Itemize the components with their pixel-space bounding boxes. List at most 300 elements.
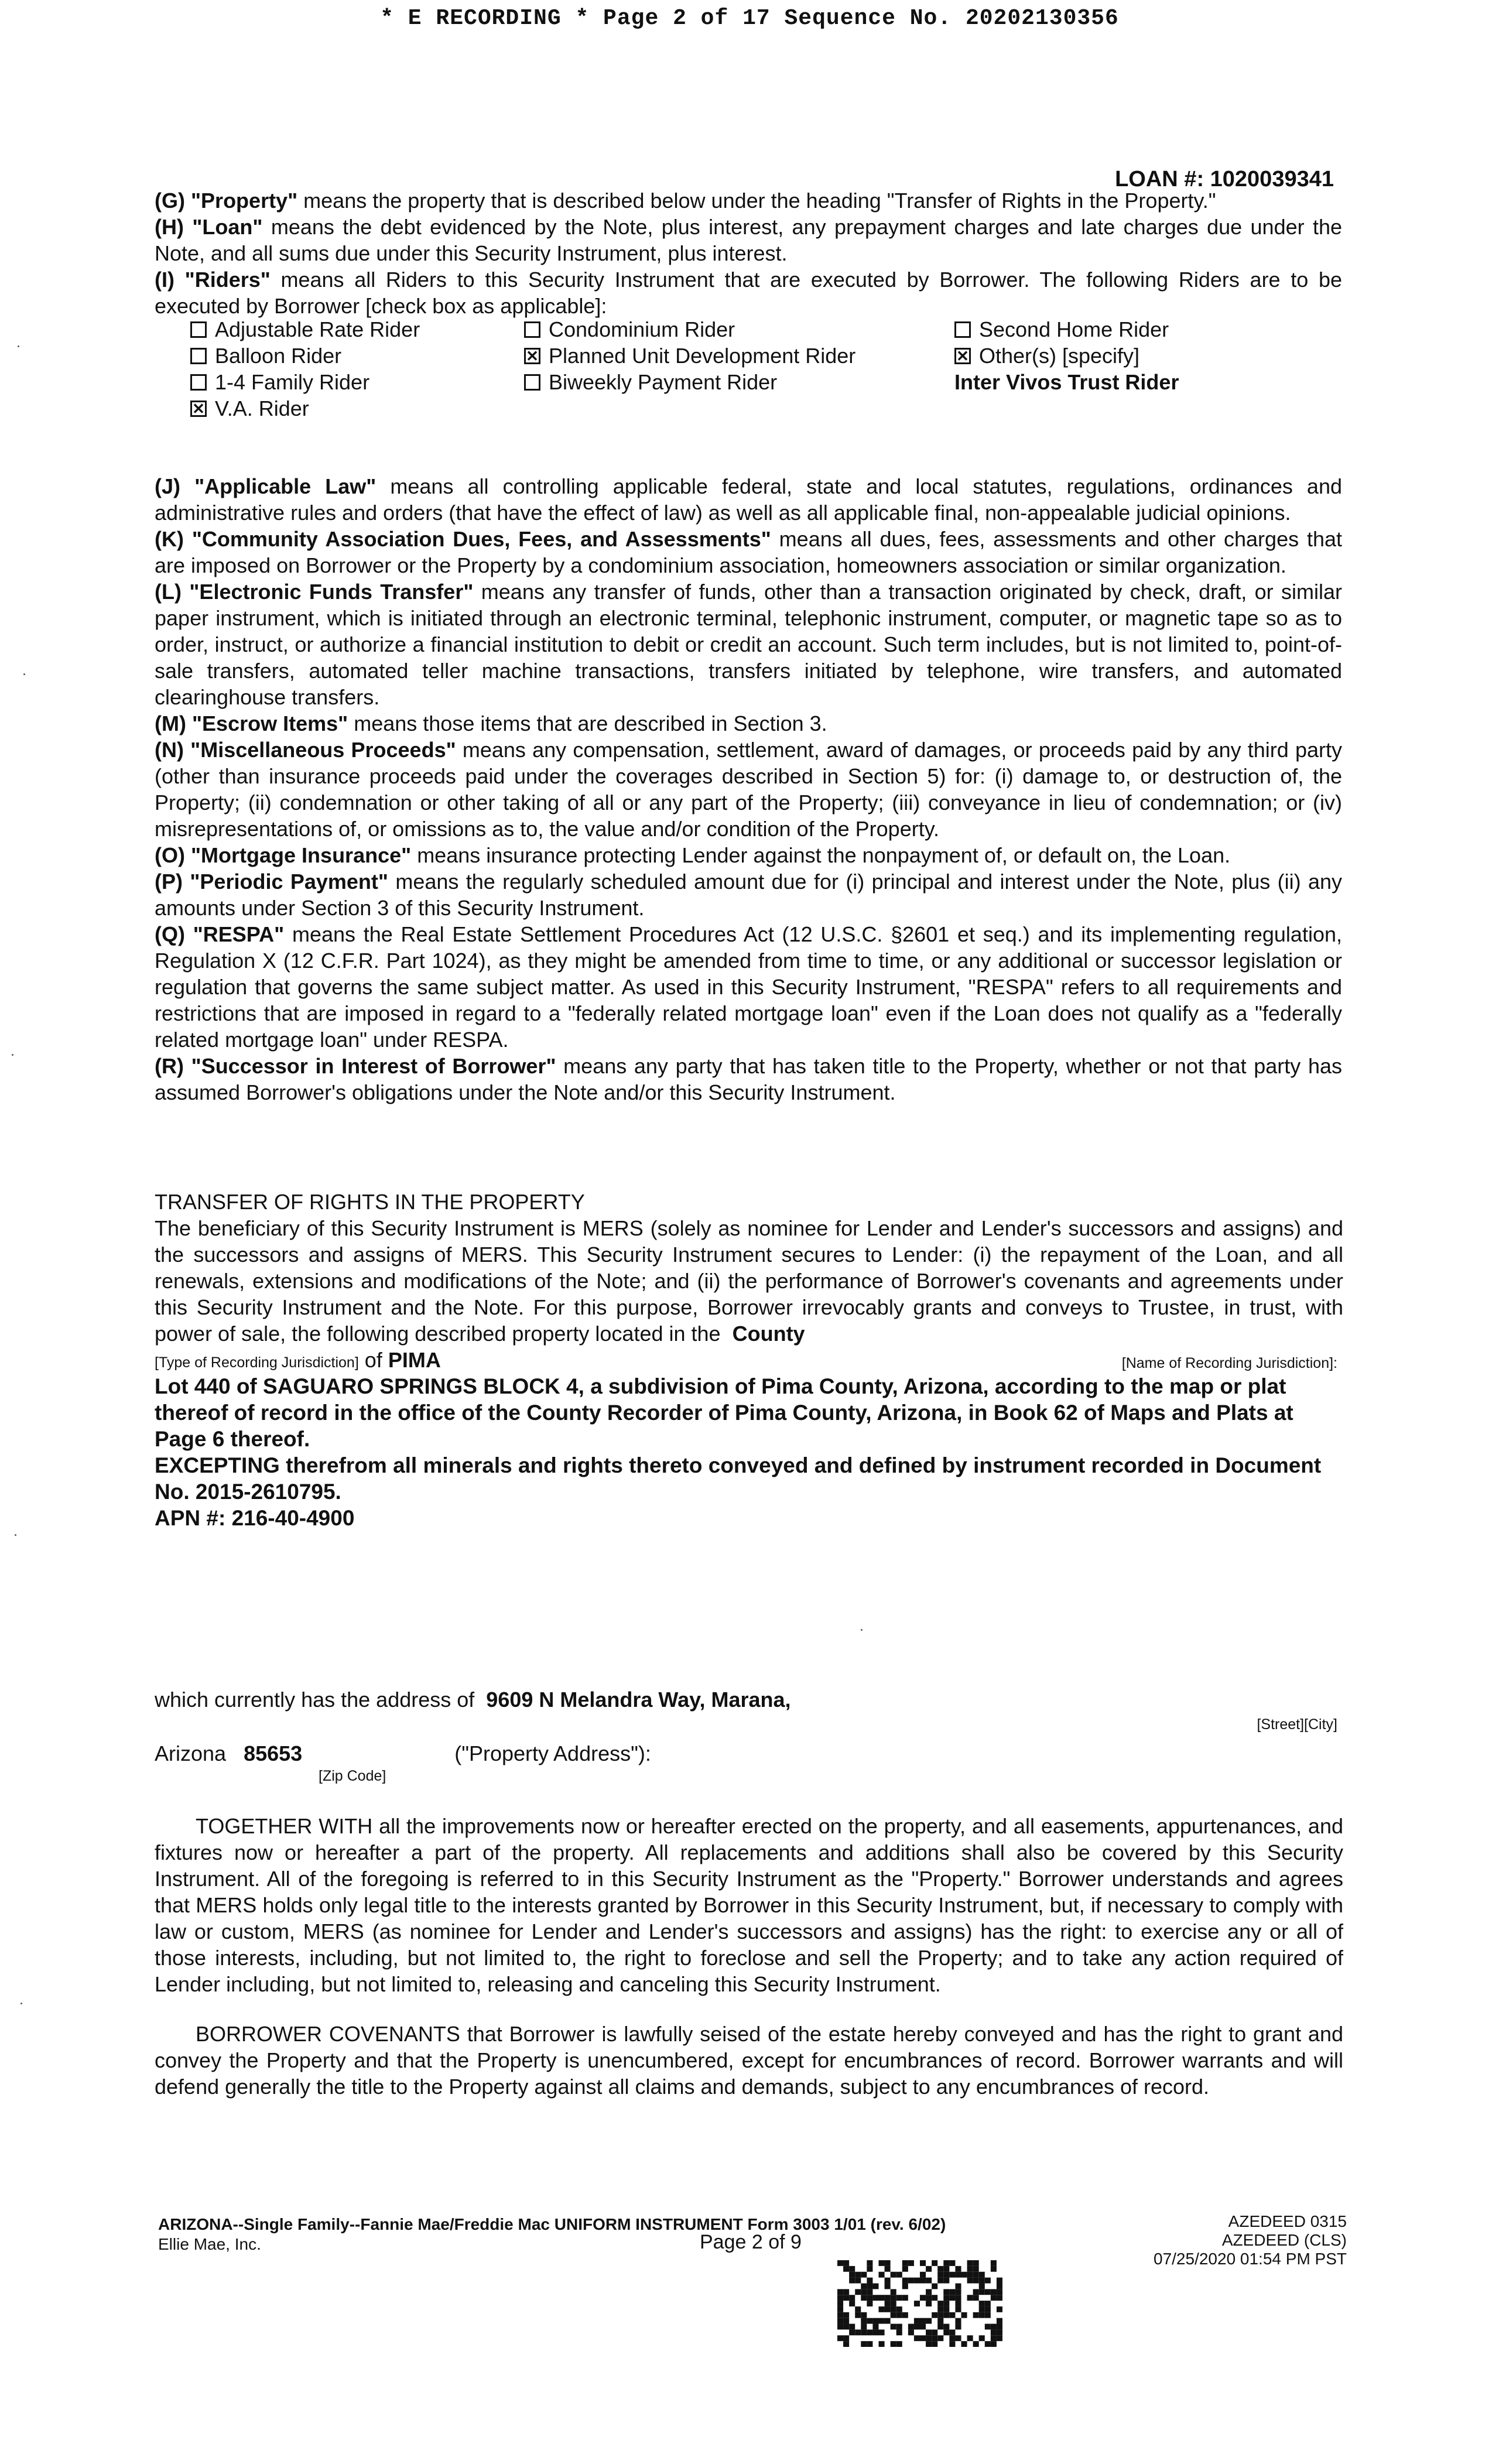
definition-text: means any transfer of funds, other than a transaction originated by check, draft, or similar paper instrument, which is initiated through an electronic terminal, telephonic instrument, computer, or magnetic tape so as to order, instruct, or authorize a financial institution to debit or credit an account. Such term includes, but is not limited to, point-of-sale transfers, automated teller machine transactions, transfers initiated by telephone, wire transfers, and automated clearinghouse transfers. [155, 580, 1343, 709]
barcode-cell [991, 2335, 997, 2341]
barcode-cell [920, 2324, 926, 2330]
barcode-cell [926, 2295, 932, 2301]
address-lead: which currently has the address of [155, 1688, 475, 1712]
barcode-cell [891, 2295, 896, 2301]
barcode-cell [926, 2301, 932, 2306]
print-timestamp: 07/25/2020 01:54 PM PST [1154, 2250, 1347, 2268]
barcode-cell [891, 2289, 896, 2295]
barcode-cell [843, 2295, 849, 2301]
barcode-cell [861, 2283, 867, 2289]
barcode-cell [979, 2301, 985, 2306]
rider-second-home [954, 316, 1179, 343]
rider-balloon [190, 343, 420, 369]
address-section [155, 1686, 1343, 1789]
jurisdiction-line [155, 1347, 1343, 1373]
barcode-cell [837, 2312, 843, 2318]
barcode-cell [902, 2295, 908, 2301]
barcode-cell [843, 2260, 849, 2266]
barcode-cell [985, 2278, 991, 2284]
definition-o [155, 842, 1342, 868]
barcode-cell [885, 2260, 891, 2266]
barcode-cell [879, 2295, 885, 2301]
street-city: 9609 N Melandra Way, Marana, [486, 1688, 791, 1712]
barcode-cell [932, 2295, 937, 2301]
barcode-cell [837, 2295, 843, 2301]
barcode-cell [949, 2335, 955, 2341]
barcode-cell [849, 2301, 855, 2306]
form-code-1: AZEDEED 0315 [1228, 2212, 1347, 2230]
barcode-cell [949, 2289, 955, 2295]
zip-code-label: [Zip Code] [319, 1768, 386, 1784]
name-of-jurisdiction-label: [Name of Recording Jurisdiction]: [1121, 1355, 1337, 1371]
barcode-cell [967, 2272, 973, 2278]
definition-text: means the property that is described below under the heading "Transfer of Rights in the Property." [297, 189, 1216, 213]
barcode-cell [955, 2272, 961, 2278]
page-number: Page 2 of 9 [700, 2231, 802, 2253]
barcode-cell [843, 2266, 849, 2272]
rider-label: 1-4 Family Rider [215, 370, 370, 394]
barcode-cell [885, 2306, 891, 2312]
barcode-cell [849, 2324, 855, 2330]
definition-term: (O) "Mortgage Insurance" [155, 843, 412, 867]
riders-column-3 [954, 316, 1179, 395]
definition-text: means the Real Estate Settlement Procedures Act (12 U.S.C. §2601 et seq.) and its implementing regulation, Regulation X (12 C.F.R. Part 1024), as they might be amended from time to time, or any additional or successor legislation or regulation that governs the same subject matter. As used in this Security Instrument, "RESPA" refers to all requirements and restrictions that are imposed in regard to a "federally related mortgage loan" even if the Loan does not qualify as a "federally related mortgage loan" under RESPA. [155, 922, 1342, 1052]
barcode-cell [937, 2335, 943, 2341]
barcode-cell [914, 2335, 920, 2341]
legal-description [155, 1373, 1343, 1531]
barcode-cell [843, 2335, 849, 2341]
barcode-cell [920, 2278, 926, 2284]
rider-1-4-family [190, 369, 420, 395]
barcode-cell [943, 2329, 949, 2335]
loan-number: LOAN #: 1020039341 [1115, 167, 1334, 191]
barcode-cell [937, 2312, 943, 2318]
barcode-cell [961, 2341, 967, 2347]
barcode-cell [943, 2324, 949, 2330]
barcode-cell [979, 2283, 985, 2289]
barcode-cell [872, 2329, 878, 2335]
checkbox[interactable] [190, 321, 207, 338]
barcode-cell [896, 2324, 902, 2330]
rider-other-specified: Inter Vivos Trust Rider [954, 370, 1179, 394]
barcode-cell [979, 2289, 985, 2295]
definition-m [155, 710, 1342, 737]
barcode-cell [879, 2272, 885, 2278]
barcode-cell [967, 2260, 973, 2266]
barcode-cell [949, 2312, 955, 2318]
barcode-cell [837, 2324, 843, 2330]
rider-biweekly [524, 369, 855, 395]
barcode-cell [932, 2335, 937, 2341]
barcode-cell [849, 2266, 855, 2272]
barcode-cell [937, 2266, 943, 2272]
barcode-cell [932, 2341, 937, 2347]
zip-code: 85653 [244, 1741, 303, 1765]
barcode-cell [896, 2341, 902, 2347]
form-identifier: ARIZONA--Single Family--Fannie Mae/Freddie Mac UNIFORM INSTRUMENT Form 3003 1/01 (rev. 6/02) [158, 2215, 946, 2233]
barcode-cell [885, 2318, 891, 2324]
barcode-cell [997, 2324, 1002, 2330]
barcode-cell [926, 2278, 932, 2284]
transfer-text: The beneficiary of this Security Instrument is MERS (solely as nominee for Lender and Lender's successors and assigns) and the successors and assigns of MERS. This Security Instrument secures to Lender: (i) the repayment of the Loan, and all renewals, extensions and modifications of the Note; and (ii) the performance of Borrower's covenants and agreements under this Security Instrument and the Note. For this purpose, Borrower irrevocably grants and conveys to Trustee, in trust, with power of sale, the following described property located in the [155, 1216, 1343, 1346]
rider-pud [524, 343, 855, 369]
barcode-cell [861, 2324, 867, 2330]
barcode-cell [861, 2341, 867, 2347]
barcode-cell [861, 2295, 867, 2301]
barcode-cell [955, 2301, 961, 2306]
barcode-cell [943, 2295, 949, 2301]
barcode-cell [991, 2341, 997, 2347]
barcode-cell [849, 2329, 855, 2335]
barcode-cell [855, 2278, 861, 2284]
barcode-cell [985, 2312, 991, 2318]
barcode-cell [937, 2301, 943, 2306]
barcode-cell [843, 2318, 849, 2324]
barcode-cell [872, 2295, 878, 2301]
barcode-cell [843, 2324, 849, 2330]
barcode-cell [973, 2312, 979, 2318]
barcode-cell [879, 2329, 885, 2335]
definitions-top [155, 187, 1342, 319]
barcode-cell [955, 2306, 961, 2312]
barcode-cell [891, 2341, 896, 2347]
barcode-cell [967, 2295, 973, 2301]
barcode-cell [920, 2260, 926, 2266]
rider-condominium [524, 316, 855, 343]
checkbox[interactable]: ✕ [954, 348, 971, 364]
rider-adjustable-rate [190, 316, 420, 343]
definition-n [155, 737, 1342, 842]
page-footer [158, 2212, 1347, 2268]
barcode-cell [955, 2266, 961, 2272]
definition-k [155, 526, 1342, 579]
barcode-cell [908, 2260, 914, 2266]
barcode-cell [843, 2289, 849, 2295]
barcode-cell [985, 2301, 991, 2306]
rider-label: Adjustable Rate Rider [215, 317, 420, 341]
scan-speck [23, 673, 25, 675]
barcode-cell [891, 2306, 896, 2312]
barcode-cell [997, 2329, 1002, 2335]
barcode-graphic [837, 2260, 1002, 2347]
definition-text: means all Riders to this Security Instrument that are executed by Borrower. The following Riders are to be executed by Borrower [check box as applicable]: [155, 268, 1342, 318]
barcode-cell [872, 2283, 878, 2289]
transfer-heading: TRANSFER OF RIGHTS IN THE PROPERTY [155, 1190, 585, 1214]
type-of-jurisdiction-label: [Type of Recording Jurisdiction] [155, 1354, 359, 1371]
definition-h [155, 214, 1342, 266]
checkbox[interactable] [524, 321, 540, 338]
barcode-cell [979, 2312, 985, 2318]
barcode-cell [932, 2329, 937, 2335]
scan-speck [18, 345, 19, 347]
barcode-cell [949, 2295, 955, 2301]
barcode-cell [991, 2266, 997, 2272]
barcode-cell [908, 2329, 914, 2335]
barcode-cell [932, 2283, 937, 2289]
definition-g [155, 187, 1342, 214]
rider-label: Biweekly Payment Rider [549, 370, 778, 394]
barcode-cell [937, 2306, 943, 2312]
barcode-cell [855, 2329, 861, 2335]
barcode-cell [943, 2301, 949, 2306]
barcode-cell [843, 2312, 849, 2318]
barcode-cell [867, 2260, 872, 2266]
definition-text: means any party that has taken title to the Property, whether or not that party has assumed Borrower's obligations under the Note and/or this Security Instrument. [155, 1054, 1342, 1104]
barcode-cell [908, 2278, 914, 2284]
definition-text: means the debt evidenced by the Note, plus interest, any prepayment charges and late charges due under the Note, and all sums due under this Security Instrument, plus interest. [155, 215, 1343, 265]
together-with-paragraph: TOGETHER WITH all the improvements now or hereafter erected on the property, and all easements, appurtenances, and fixtures now or hereafter a part of the property. All replacements and additions shall also be covered by this Security Instrument. All of the foregoing is referred to in this Security Instrument as the "Property." Borrower understands and agrees that MERS holds only legal title to the interests granted by Borrower in this Security Instrument, but, if necessary to comply with law or custom, MERS (as nominee for Lender and Lender's successors and assigns) has the right: to exercise any or all of those interests, including, but not limited to, the right to foreclose and sell the Property; and to take any action required of Lender including, but not limited to, releasing and canceling this Security Instrument. [155, 1814, 1343, 1996]
barcode-cell [985, 2324, 991, 2330]
barcode-cell [973, 2266, 979, 2272]
barcode-cell [926, 2318, 932, 2324]
rider-label: Other(s) [specify] [979, 344, 1140, 368]
barcode-cell [896, 2306, 902, 2312]
barcode-cell [902, 2266, 908, 2272]
barcode-cell [943, 2312, 949, 2318]
street-city-label: [Street][City] [1257, 1716, 1337, 1733]
barcode-cell [943, 2306, 949, 2312]
barcode-cell [991, 2260, 997, 2266]
barcode-cell [949, 2329, 955, 2335]
barcode-cell [926, 2341, 932, 2347]
barcode-cell [891, 2272, 896, 2278]
barcode-cell [967, 2266, 973, 2272]
barcode-cell [920, 2318, 926, 2324]
scan-speck [861, 1629, 863, 1631]
definition-l [155, 579, 1342, 710]
barcode-cell [991, 2289, 997, 2295]
barcode-cell [949, 2260, 955, 2266]
definition-text: means the regularly scheduled amount due for (i) principal and interest under the Note, plus (ii) any amounts under Section 3 of this Security Instrument. [155, 870, 1342, 920]
of-word: of [364, 1348, 382, 1372]
barcode-cell [837, 2335, 843, 2341]
definitions-bottom [155, 473, 1342, 1106]
barcode-cell [867, 2301, 872, 2306]
barcode-cell [973, 2260, 979, 2266]
rider-label: V.A. Rider [215, 396, 309, 420]
barcode-cell [914, 2318, 920, 2324]
barcode-cell [849, 2295, 855, 2301]
barcode-cell [926, 2329, 932, 2335]
definition-term: (R) "Successor in Interest of Borrower" [155, 1054, 556, 1078]
barcode-cell [997, 2335, 1002, 2341]
barcode-cell [943, 2266, 949, 2272]
definition-text: means all controlling applicable federal, state and local statutes, regulations, ordinances and administrative rules and orders (that have the effect of law) as well as all applicable final, non-appealable judicial opinions. [155, 474, 1342, 525]
barcode-cell [997, 2278, 1002, 2284]
checkbox[interactable] [954, 321, 971, 338]
checkbox[interactable] [190, 374, 207, 391]
barcode-cell [891, 2301, 896, 2306]
barcode-cell [855, 2272, 861, 2278]
barcode-cell [997, 2295, 1002, 2301]
barcode-cell [837, 2289, 843, 2295]
definition-term: (J) "Applicable Law" [155, 474, 377, 498]
legal-line: Lot 440 of SAGUARO SPRINGS BLOCK 4, a subdivision of Pima County, Arizona, according to the map or plat thereof of record in the office of the County Recorder of Pima County, Arizona, in Book 62 of Maps and Plats at Page 6 thereof. [155, 1374, 1293, 1451]
barcode-cell [914, 2278, 920, 2284]
barcode-cell [867, 2266, 872, 2272]
barcode-cell [943, 2289, 949, 2295]
barcode-cell [943, 2260, 949, 2266]
barcode-cell [967, 2278, 973, 2284]
rider-label: Planned Unit Development Rider [549, 344, 856, 368]
riders-column-2 [524, 316, 855, 395]
barcode-cell [943, 2272, 949, 2278]
transfer-section [155, 1189, 1343, 1531]
barcode-cell [955, 2324, 961, 2330]
barcode-cell [902, 2260, 908, 2266]
definition-text: means insurance protecting Lender against the nonpayment of, or default on, the Loan. [411, 843, 1231, 867]
barcode-cell [896, 2272, 902, 2278]
barcode-cell [867, 2283, 872, 2289]
barcode-cell [855, 2306, 861, 2312]
barcode-cell [979, 2335, 985, 2341]
state: Arizona [155, 1741, 227, 1765]
barcode-cell [867, 2318, 872, 2324]
barcode-cell [861, 2289, 867, 2295]
barcode-cell [979, 2306, 985, 2312]
definition-term: (L) "Electronic Funds Transfer" [155, 580, 474, 604]
barcode-cell [973, 2278, 979, 2284]
barcode-cell [973, 2289, 979, 2295]
property-address-label: ("Property Address"): [454, 1741, 651, 1765]
barcode-cell [973, 2272, 979, 2278]
barcode-cell [967, 2335, 973, 2341]
definition-text: means any compensation, settlement, award of damages, or proceeds paid by any third party (other than insurance proceeds paid under the coverages described in Section 5) for: (i) damage to, or destruction of, the Property; (ii) condemnation or other taking of all or any part of the Property; (iii) conveyance in lieu of condemnation; or (iv) misrepresentations of, or omissions as to, the value and/or condition of the Property. [155, 738, 1343, 841]
barcode-cell [926, 2266, 932, 2272]
barcode-cell [949, 2272, 955, 2278]
barcode-cell [867, 2329, 872, 2335]
barcode-cell [837, 2260, 843, 2266]
barcode-cell [985, 2341, 991, 2347]
rider-label: Condominium Rider [549, 317, 735, 341]
barcode-cell [991, 2324, 997, 2330]
barcode-cell [979, 2272, 985, 2278]
checkbox[interactable] [524, 374, 540, 391]
barcode-cell [997, 2306, 1002, 2312]
definition-term: (I) "Riders" [155, 268, 271, 292]
barcode-cell [837, 2301, 843, 2306]
barcode-cell [955, 2335, 961, 2341]
definition-i [155, 266, 1342, 319]
jurisdiction-name: PIMA [388, 1348, 441, 1372]
barcode-cell [985, 2289, 991, 2295]
barcode-cell [867, 2341, 872, 2347]
barcode-cell [867, 2295, 872, 2301]
barcode-cell [885, 2295, 891, 2301]
barcode-cell [955, 2295, 961, 2301]
riders-column-1 [190, 316, 420, 422]
definition-p [155, 868, 1342, 921]
barcode-cell [891, 2312, 896, 2318]
barcode-cell [849, 2272, 855, 2278]
barcode-cell [955, 2318, 961, 2324]
jurisdiction-type: County [732, 1322, 805, 1346]
barcode-cell [872, 2318, 878, 2324]
barcode-cell [902, 2312, 908, 2318]
barcode-cell [837, 2306, 843, 2312]
barcode-cell [985, 2306, 991, 2312]
barcode-cell [885, 2301, 891, 2306]
barcode-cell [872, 2324, 878, 2330]
barcode-cell [932, 2312, 937, 2318]
definition-r [155, 1053, 1342, 1106]
transfer-body [155, 1215, 1343, 1347]
barcode-cell [920, 2295, 926, 2301]
barcode-cell [997, 2289, 1002, 2295]
barcode-cell [879, 2306, 885, 2312]
barcode-cell [991, 2295, 997, 2301]
definition-term: (P) "Periodic Payment" [155, 870, 388, 894]
barcode-cell [955, 2289, 961, 2295]
barcode-cell [855, 2289, 861, 2295]
barcode-cell [991, 2329, 997, 2335]
legal-line: No. 2015-2610795. [155, 1480, 341, 1504]
barcode-cell [997, 2283, 1002, 2289]
barcode-cell [861, 2329, 867, 2335]
barcode-cell [979, 2278, 985, 2284]
barcode-cell [902, 2283, 908, 2289]
barcode-cell [955, 2283, 961, 2289]
barcode-cell [949, 2341, 955, 2347]
barcode-cell [885, 2278, 891, 2284]
barcode-cell [861, 2312, 867, 2318]
barcode-cell [861, 2272, 867, 2278]
barcode-cell [937, 2324, 943, 2330]
barcode-cell [943, 2278, 949, 2284]
barcode-cell [849, 2278, 855, 2284]
definition-term: (N) "Miscellaneous Proceeds" [155, 738, 456, 762]
barcode-cell [937, 2272, 943, 2278]
scan-speck [20, 2003, 22, 2004]
checkbox[interactable]: ✕ [524, 348, 540, 364]
definition-text: means those items that are described in Section 3. [348, 711, 827, 735]
address-line [155, 1686, 1343, 1713]
barcode-cell [867, 2278, 872, 2284]
barcode-cell [908, 2324, 914, 2330]
barcode-cell [879, 2318, 885, 2324]
barcode-cell [843, 2341, 849, 2347]
barcode-cell [885, 2283, 891, 2289]
rider-label: Second Home Rider [979, 317, 1169, 341]
barcode-cell [902, 2278, 908, 2284]
barcode-cell [914, 2324, 920, 2330]
checkbox[interactable] [190, 348, 207, 364]
scan-speck [12, 1054, 13, 1056]
barcode-cell [926, 2289, 932, 2295]
definition-term: (H) "Loan" [155, 215, 263, 239]
checkbox[interactable]: ✕ [190, 401, 207, 417]
vendor-name: Ellie Mae, Inc. [158, 2235, 261, 2253]
barcode-cell [885, 2266, 891, 2272]
definition-term: (G) "Property" [155, 189, 298, 213]
barcode-cell [879, 2341, 885, 2347]
barcode-cell [867, 2289, 872, 2295]
borrower-covenants-paragraph: BORROWER COVENANTS that Borrower is lawfully seised of the estate hereby conveyed and has the right to grant and convey the Property and that the Property is unencumbered, except for encumbrances of record. Borrower warrants and will defend generally the title to the Property against all claims and demands, subject to any encumbrances of record. [155, 2022, 1343, 2099]
barcode-cell [896, 2329, 902, 2335]
barcode-cell [920, 2335, 926, 2341]
barcode-cell [861, 2318, 867, 2324]
covenants-section [155, 1813, 1343, 2100]
barcode-cell [961, 2272, 967, 2278]
footer-codes [1154, 2212, 1347, 2268]
barcode-cell [937, 2318, 943, 2324]
barcode-cell [837, 2318, 843, 2324]
barcode-cell [855, 2312, 861, 2318]
rider-other [954, 343, 1179, 369]
definition-term: (Q) "RESPA" [155, 922, 285, 946]
barcode-cell [937, 2278, 943, 2284]
barcode-cell [961, 2312, 967, 2318]
